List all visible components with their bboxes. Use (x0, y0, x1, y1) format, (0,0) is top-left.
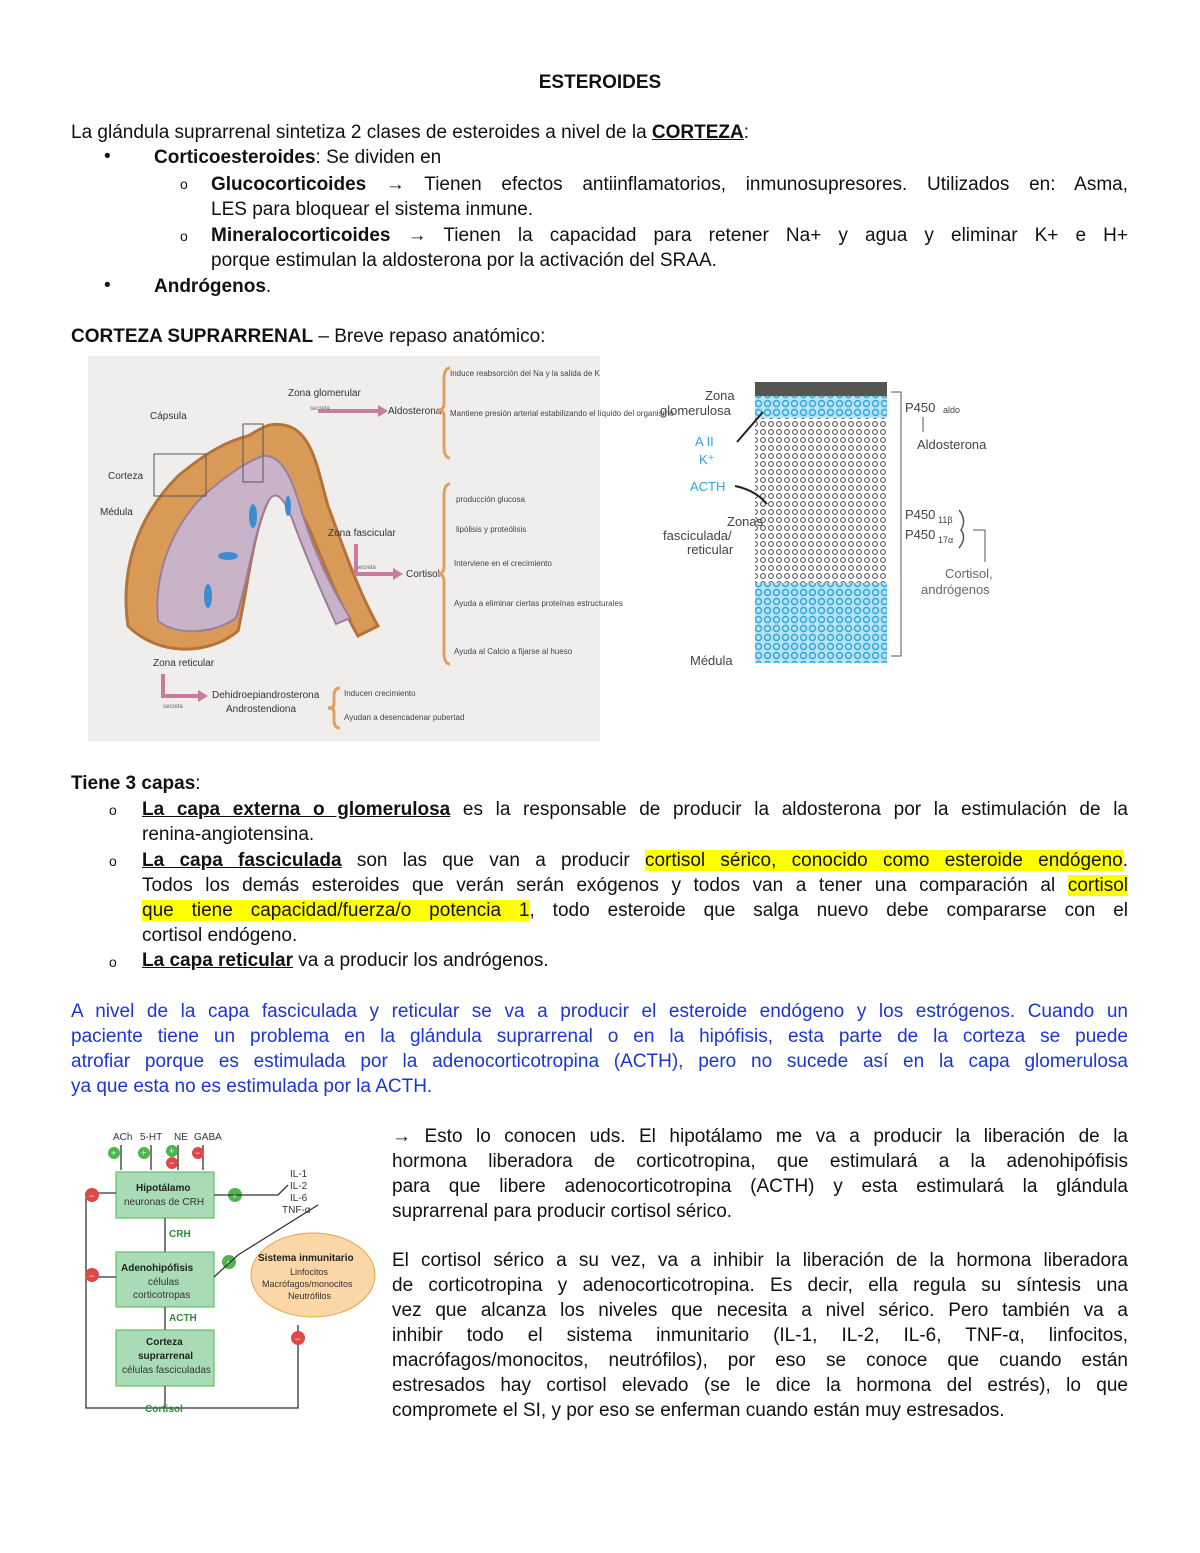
svg-text:Corteza: Corteza (146, 1337, 183, 1348)
svg-text:Médula: Médula (690, 653, 733, 668)
sub-list-item: Mineralocorticoides → Tienen la capacidad para retener Na+ y agua y eliminar K+ e H+ porque estimulan la aldosterona por la activación del SRAA. (211, 225, 1128, 271)
svg-text:Adenohipófisis: Adenohipófisis (121, 1263, 194, 1274)
medulla-layer (755, 583, 887, 663)
hipotalamo-box (116, 1172, 214, 1218)
label-zona-glomerular: Zona glomerular (288, 388, 361, 399)
svg-text:Mantiene presión arterial esta: Mantiene presión arterial estabilizando el líquido del organismo (450, 409, 674, 418)
corteza-term: CORTEZA (651, 122, 744, 143)
glomerulosa-layer (755, 396, 887, 418)
minus-icon (291, 1331, 305, 1345)
circle-bullet-icon: o (180, 176, 188, 192)
intro-paragraph: La glándula suprarrenal sintetiza 2 clases de esteroides a nivel de la CORTEZA: (71, 122, 750, 143)
cortex-zones-figure (655, 372, 1005, 672)
minus-icon (166, 1157, 178, 1169)
svg-text:−: − (195, 1148, 201, 1158)
svg-text:Inducen crecimiento: Inducen crecimiento (344, 689, 416, 698)
bullet-icon: • (104, 146, 111, 167)
svg-text:K⁺: K⁺ (699, 452, 715, 467)
svg-text:células fasciculadas: células fasciculadas (122, 1365, 211, 1376)
svg-text:+: + (141, 1148, 147, 1158)
svg-text:neuronas de CRH: neuronas de CRH (124, 1197, 205, 1208)
svg-text:ACTH: ACTH (169, 1313, 197, 1324)
circle-bullet-icon: o (109, 954, 117, 970)
svg-text:TNF-α: TNF-α (282, 1205, 311, 1216)
svg-text:Ayuda al Calcio a fijarse al h: Ayuda al Calcio a fijarse al hueso (454, 647, 573, 656)
svg-text:11β: 11β (938, 515, 953, 525)
svg-text:reticular: reticular (687, 542, 734, 557)
svg-text:Zonas: Zonas (727, 514, 764, 529)
adrenal-anatomy-figure (88, 356, 674, 741)
svg-text:producción glucosa: producción glucosa (456, 495, 525, 504)
hpa-axis-figure (78, 1125, 378, 1420)
svg-text:+: + (232, 1191, 238, 1201)
svg-text:17α: 17α (938, 535, 954, 545)
minus-icon (85, 1188, 99, 1202)
svg-text:secreta: secreta (163, 704, 183, 710)
label-capsula: Cápsula (150, 411, 187, 422)
svg-text:IL-2: IL-2 (290, 1181, 308, 1192)
svg-text:NE: NE (174, 1132, 188, 1143)
capa-item-fasciculada: La capa fasciculada son las que van a producir cortisol sérico, conocido como esteroide endógeno. Todos los demás esteroides que verán serán exógenos y todos van a tener una comparación al cortisol que tiene capacidad/fuerza/o potencia 1, todo esteroide que salga nuevo debe compararse con el cortisol endógeno. (142, 850, 1128, 946)
capsule-layer (755, 382, 887, 396)
fasciculata-layer (755, 418, 887, 583)
sub-list-item: Glucocorticoides → Tienen efectos antiinflamatorios, inmunosupresores. Utilizados en: Asma, LES para bloquear el sistema inmune. (211, 174, 1128, 220)
svg-text:+: + (226, 1258, 232, 1268)
circle-bullet-icon: o (180, 228, 188, 244)
label-zona-fascicular: Zona fascicular (328, 528, 396, 539)
bullet-icon: • (104, 275, 111, 296)
svg-text:aldo: aldo (943, 405, 961, 415)
plus-icon (166, 1145, 178, 1157)
svg-text:secreta: secreta (356, 565, 376, 571)
svg-text:−: − (295, 1334, 301, 1344)
svg-text:suprarrenal: suprarrenal (138, 1351, 194, 1362)
svg-text:Macrófagos/monocitos: Macrófagos/monocitos (262, 1279, 353, 1289)
circle-bullet-icon: o (109, 853, 117, 869)
svg-text:P450: P450 (905, 527, 936, 542)
svg-text:+: + (169, 1146, 175, 1156)
svg-text:Sistema inmunitario: Sistema inmunitario (258, 1253, 354, 1264)
svg-text:Ayuda a eliminar ciertas prote: Ayuda a eliminar ciertas proteínas estructurales (454, 599, 623, 608)
svg-text:IL-6: IL-6 (290, 1193, 308, 1204)
plus-icon (138, 1147, 150, 1159)
right-paragraph-1: → Esto lo conocen uds. El hipotálamo me va a producir la liberación de la hormona liberadora de corticotropina, que estimulará a la adenohipófisis para que libere adenocorticotropina (ACTH) y esta estimulará la glándula suprarrenal para producir cortisol sérico. (392, 1126, 1128, 1222)
svg-text:5-HT: 5-HT (140, 1132, 163, 1143)
svg-text:Cortisol,: Cortisol, (945, 566, 993, 581)
svg-text:glomerulosa: glomerulosa (660, 403, 731, 418)
svg-text:GABA: GABA (194, 1132, 222, 1143)
svg-text:andrógenos: andrógenos (921, 582, 990, 597)
svg-text:Hipotálamo: Hipotálamo (136, 1183, 191, 1194)
label-aldosterona: Aldosterona (388, 406, 442, 417)
svg-text:−: − (169, 1158, 175, 1168)
svg-text:A II: A II (695, 434, 714, 449)
svg-text:IL-1: IL-1 (290, 1169, 308, 1180)
svg-text:P450: P450 (905, 400, 936, 415)
svg-text:Aldosterona: Aldosterona (917, 437, 987, 452)
capas-heading: Tiene 3 capas: (71, 773, 201, 794)
svg-text:lipólisis y proteólisis: lipólisis y proteólisis (456, 525, 527, 534)
svg-text:Neutrófilos: Neutrófilos (288, 1291, 332, 1301)
label-zona-reticular: Zona reticular (153, 658, 215, 669)
minus-icon (85, 1268, 99, 1282)
circle-bullet-icon: o (109, 802, 117, 818)
label-androstendiona: Androstendiona (226, 704, 297, 715)
svg-text:Linfocitos: Linfocitos (290, 1267, 329, 1277)
label-cortisol: Cortisol (406, 569, 440, 580)
svg-text:fasciculada/: fasciculada/ (663, 528, 732, 543)
svg-text:corticotropas: corticotropas (133, 1290, 191, 1301)
plus-icon (108, 1147, 120, 1159)
capa-item-glomerulosa: La capa externa o glomerulosa es la responsable de producir la aldosterona por la estimulación de la renina-angiotensina. (142, 799, 1128, 845)
right-paragraph-2: El cortisol sérico a su vez, va a inhibir la liberación de la hormona liberadora de corticotropina y adenocorticotropina. Es decir, ella regula su síntesis una vez que alcanza los niveles que necesita a nivel sérico. Pero también va a inhibir todo el sistema inmunitario (IL-1, IL-2, IL-6, TNF-α, linfocitos, macrófagos/monocitos, neutrófilos), por eso se conoce que cuando están estresados hay cortisol elevado (se le dice la hormona del estrés), lo que compromete el SI, y por eso se enferman cuando están muy estresados. (392, 1250, 1128, 1421)
capa-item-reticular: La capa reticular va a producir los andrógenos. (142, 950, 549, 971)
label-medula: Médula (100, 507, 133, 518)
minus-icon (192, 1147, 204, 1159)
label-dhea: Dehidroepiandrosterona (212, 690, 320, 701)
svg-text:células: células (148, 1277, 180, 1288)
blue-paragraph: A nivel de la capa fasciculada y reticular se va a producir el esteroide endógeno y los estrógenos. Cuando un paciente tiene un problema en la glándula suprarrenal o en la hipófisis, esta parte de la corteza se puede atrofiar porque es estimulada por la adenocorticotropina (ACTH), pero no sucede así en la capa glomerulosa ya que esta no es estimulada por la ACTH. (71, 1001, 1128, 1097)
svg-text:Induce reabsorción del Na y la: Induce reabsorción del Na y la salida de K (450, 369, 600, 378)
svg-text:−: − (89, 1191, 95, 1201)
page-title: ESTEROIDES (538, 72, 662, 93)
list-item: Andrógenos. (154, 276, 272, 297)
svg-text:ACh: ACh (113, 1132, 133, 1143)
svg-text:secreta: secreta (310, 406, 330, 412)
svg-text:P450: P450 (905, 507, 936, 522)
list-item: Corticoesteroides: Se dividen en (154, 147, 442, 168)
svg-text:Ayudan a desencadenar pubertad: Ayudan a desencadenar pubertad (344, 713, 465, 722)
svg-text:−: − (89, 1271, 95, 1281)
section-heading: CORTEZA SUPRARRENAL – Breve repaso anatómico: (71, 326, 546, 347)
svg-text:Interviene en el crecimiento: Interviene en el crecimiento (454, 559, 552, 568)
svg-text:Cortisol: Cortisol (145, 1404, 183, 1415)
label-corteza: Corteza (108, 471, 144, 482)
svg-text:ACTH: ACTH (690, 479, 726, 494)
svg-text:+: + (111, 1148, 117, 1158)
svg-text:CRH: CRH (169, 1229, 191, 1240)
svg-text:Zona: Zona (705, 388, 735, 403)
